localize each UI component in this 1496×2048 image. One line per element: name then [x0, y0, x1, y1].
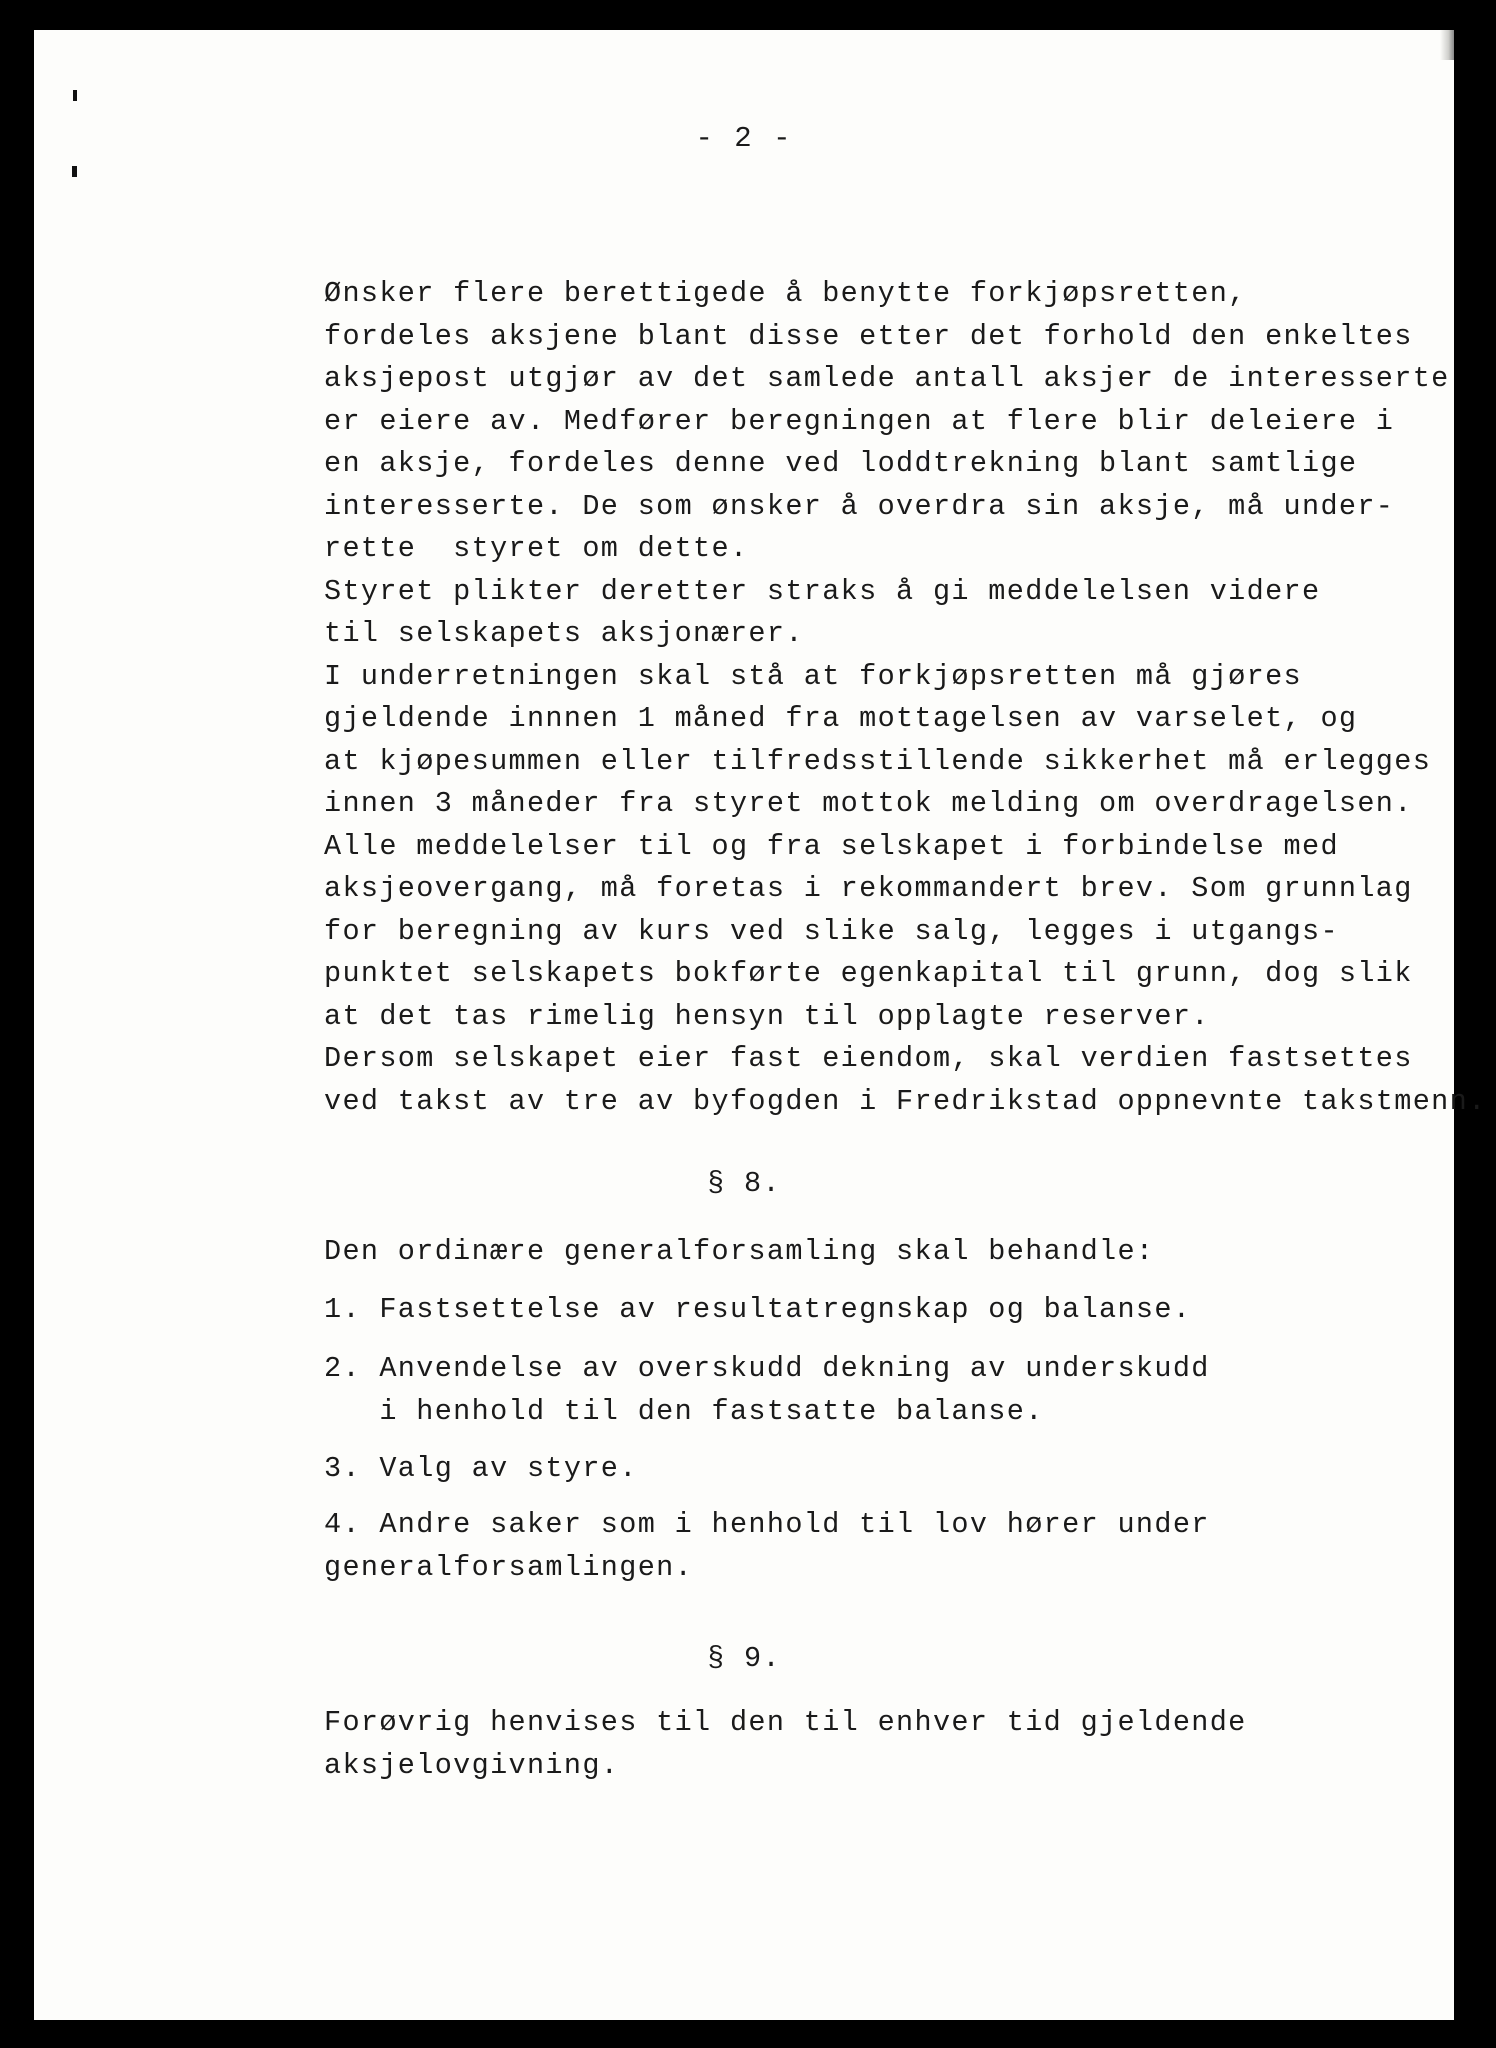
section-8-item-3 — [324, 1448, 638, 1491]
body-text-line: Styret plikter deretter straks å gi meddelelsen videre — [324, 574, 1321, 608]
body-text-line: innen 3 måneder fra styret mottok melding om overdragelsen. — [324, 787, 1413, 820]
list-item-line: 3. Valg av styre. — [324, 1452, 638, 1485]
body-text-line: interesserte. De som ønsker å overdra sin aksje, må under- — [324, 489, 1395, 523]
body-text-line: at det tas rimelig hensyn til opplagte reserver. — [324, 999, 1210, 1033]
body-text-line: Ønsker flere berettigede å benytte forkjøpsretten, — [324, 277, 1247, 310]
document-page — [34, 30, 1487, 2020]
body-text-line: aksjelovgivning. — [324, 1748, 620, 1782]
body-text-line: rette styret om dette. — [324, 532, 749, 565]
body-text-line: Dersom selskapet eier fast eiendom, skal verdien fastsettes — [324, 1042, 1413, 1075]
body-text-line: til selskapets aksjonærer. — [324, 617, 804, 650]
section-9-heading: § 9. — [707, 1642, 781, 1675]
section-8-heading: § 8. — [707, 1167, 781, 1200]
list-item-line: 2. Anvendelse av overskudd dekning av underskudd — [324, 1352, 1210, 1385]
section-8-item-1 — [324, 1289, 1191, 1332]
body-text-line: aksjeovergang, må foretas i rekommandert brev. Som grunnlag — [324, 872, 1413, 905]
body-text-line: gjeldende innnen 1 måned fra mottagelsen av varselet, og — [324, 702, 1358, 735]
body-text-line: at kjøpesummen eller tilfredsstillende sikkerhet må erlegges — [324, 744, 1432, 778]
section-9-body-text — [324, 1702, 1247, 1787]
section-8-item-2 — [324, 1348, 1210, 1433]
body-text-line: en aksje, fordeles denne ved loddtrekning blant samtlige — [324, 447, 1358, 480]
margin-mark — [73, 90, 77, 101]
list-item-line: 1. Fastsettelse av resultatregnskap og balanse. — [324, 1293, 1192, 1326]
page-corner-fold — [1440, 30, 1454, 60]
page-number: - 2 - — [695, 122, 793, 155]
list-item-line: generalforsamlingen. — [324, 1550, 694, 1584]
section-7-body-text — [324, 273, 1487, 1123]
body-text-line: Forøvrig henvises til den til enhver tid gjeldende — [324, 1706, 1247, 1739]
body-text-line: aksjepost utgjør av det samlede antall aksjer de interesserte — [324, 362, 1450, 395]
body-text-line: er eiere av. Medfører beregningen at flere blir deleiere i — [324, 404, 1395, 438]
body-text-line: fordeles aksjene blant disse etter det forhold den enkeltes — [324, 319, 1413, 353]
list-item-line: 4. Andre saker som i henhold til lov hører under — [324, 1508, 1210, 1541]
list-item-line: i henhold til den fastsatte balanse. — [324, 1394, 1044, 1428]
body-text-line: punktet selskapets bokførte egenkapital til grunn, dog slik — [324, 957, 1413, 990]
section-8-intro: Den ordinære generalforsamling skal behandle: — [324, 1235, 1155, 1268]
body-text-line: I underretningen skal stå at forkjøpsretten må gjøres — [324, 659, 1302, 693]
body-text-line: for beregning av kurs ved slike salg, legges i utgangs- — [324, 914, 1339, 948]
margin-mark — [72, 166, 77, 177]
body-text-line: Alle meddelelser til og fra selskapet i forbindelse med — [324, 829, 1339, 863]
section-8-item-4 — [324, 1504, 1210, 1589]
body-text-line: ved takst av tre av byfogden i Fredrikstad oppnevnte takstmenn. — [324, 1084, 1487, 1118]
